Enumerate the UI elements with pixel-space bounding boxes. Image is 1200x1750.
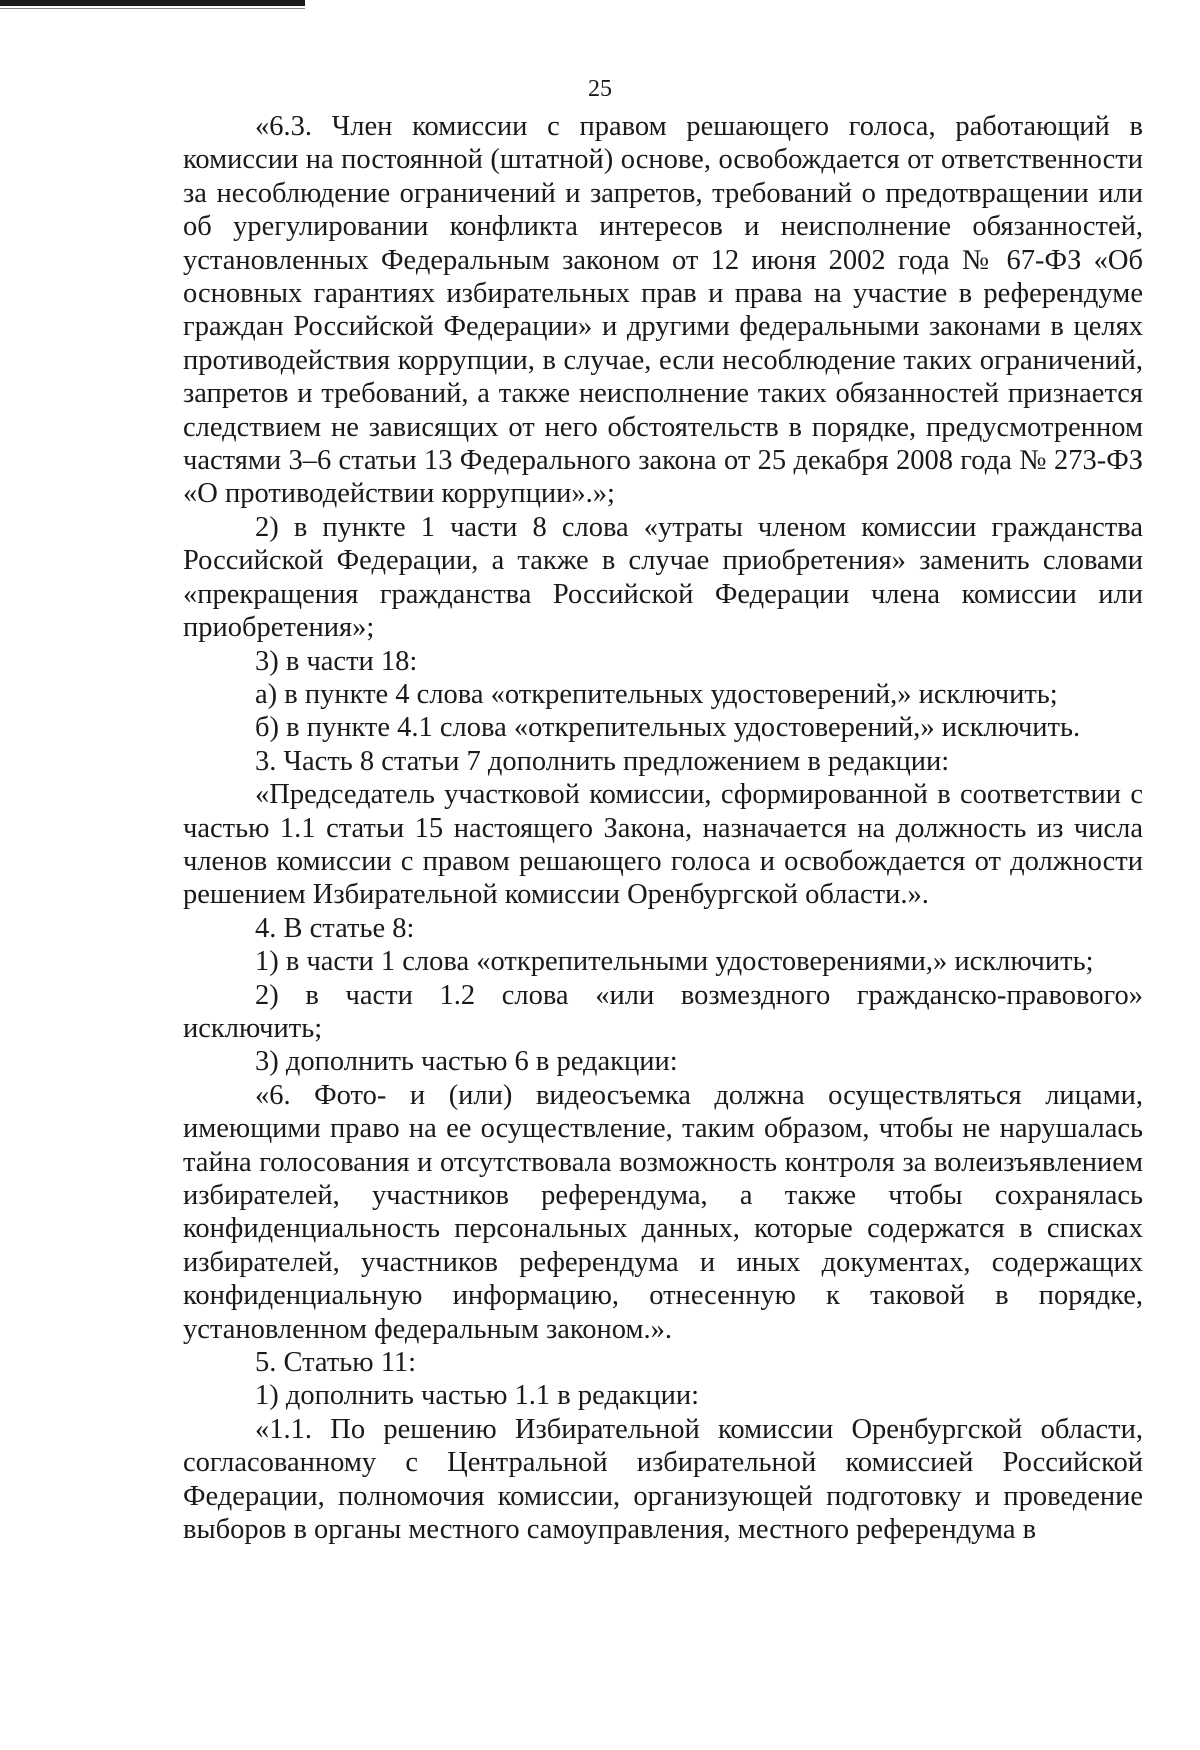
paragraph-s5-item-1: 1) дополнить частью 1.1 в редакции: (255, 1380, 700, 1412)
scan-edge-line (0, 8, 305, 9)
paragraph-6-3: «6.3. Член комиссии с правом решающего голоса, работающий в комиссии на постоянной (штатной) основе, освобождается от ответственности за несоблюдение ограничений и запретов, требований о предотвращении или об урегулировании конфликта интересов и неисполнение обязанностей, установленных Федеральным законом от 12 июня 2002 года № 67-ФЗ «Об основных гарантиях избирательных прав и права на участие в референдуме граждан Российской Федерации» и другими федеральными законами в целях противодействия коррупции, в случае, если несоблюдение таких ограничений, запретов и требований, а также неисполнение таких обязанностей признается следствием не зависящих от него обстоятельств в порядке, предусмотренном частями 3–6 статьи 13 Федерального закона от 25 декабря 2008 года № 273-ФЗ «О противодействии коррупции».»; (183, 111, 1143, 510)
paragraph-s4-item-3: 3) дополнить частью 6 в редакции: (255, 1046, 678, 1078)
page-number: 25 (588, 76, 612, 102)
paragraph-section-5: 5. Статью 11: (255, 1347, 417, 1379)
paragraph-chairman-quote: «Председатель участковой комиссии, сформированной в соответствии с частью 1.1 статьи 15 настоящего Закона, назначается на должность из числа членов комиссии с правом решающего голоса и освобождается от должности решением Избирательной комиссии Оренбургской области.». (183, 779, 1143, 911)
paragraph-section-4: 4. В статье 8: (255, 912, 415, 944)
paragraph-item-2: 2) в пункте 1 части 8 слова «утраты членом комиссии гражданства Российской Федерации, а также в случае приобретения» заменить словами «прекращения гражданства Российской Федерации члена комиссии или приобретения»; (183, 511, 1143, 644)
scan-edge-mark (0, 0, 305, 6)
paragraph-s4-item-1: 1) в части 1 слова «открепительными удостоверениями,» исключить; (255, 946, 1094, 978)
paragraph-part-1-1-quote: «1.1. По решению Избирательной комиссии Оренбургской области, согласованному с Центральной избирательной комиссией Российской Федерации, полномочия комиссии, организующей подготовку и проведение выборов в органы местного самоуправления, местного референдума в (183, 1413, 1143, 1546)
paragraph-part-6-quote: «6. Фото- и (или) видеосъемка должна осуществляться лицами, имеющими право на ее осуществление, таким образом, чтобы не нарушалась тайна голосования и отсутствовала возможность контроля за волеизъявлением избирателей, участников референдума, а также чтобы сохранялась конфиденциальность персональных данных, которые содержатся в списках избирателей, участников референдума и иных документах, содержащих конфиденциальную информацию, отнесенную к таковой в порядке, установленном федеральным законом.». (183, 1079, 1143, 1345)
paragraph-item-a: а) в пункте 4 слова «открепительных удостоверений,» исключить; (255, 678, 1058, 710)
paragraph-item-b: б) в пункте 4.1 слова «открепительных удостоверений,» исключить. (255, 712, 1081, 744)
paragraph-section-3: 3. Часть 8 статьи 7 дополнить предложением в редакции: (255, 745, 950, 777)
paragraph-item-3: 3) в части 18: (255, 645, 418, 677)
document-body (183, 110, 1143, 1546)
paragraph-s4-item-2: 2) в части 1.2 слова «или возмездного гражданско-правового» исключить; (183, 979, 1143, 1044)
